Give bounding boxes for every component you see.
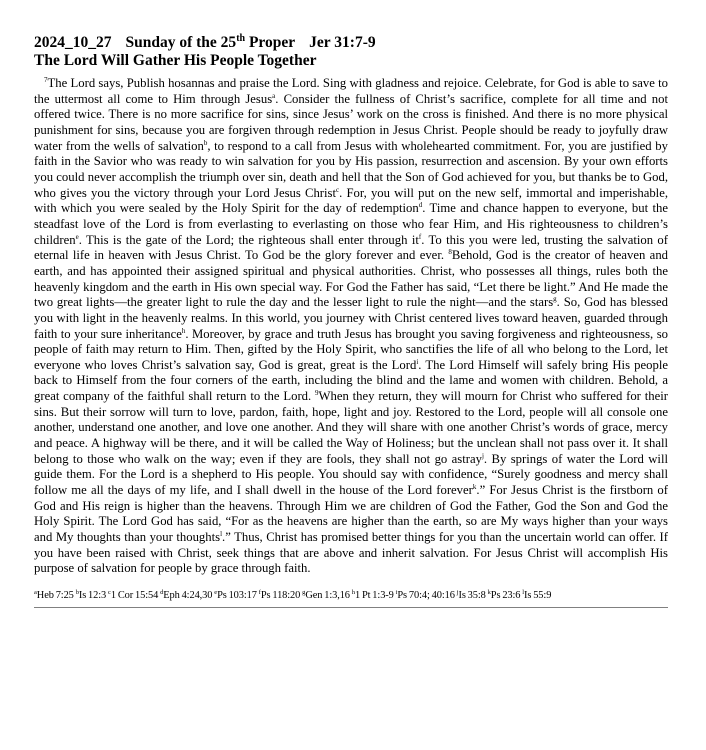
footnote-item: $^j$Is 35:8	[456, 589, 486, 601]
footnote-item: $^c$1 Cor 15:54	[108, 589, 159, 601]
footnote-item: $^g$Gen 1:3,16	[302, 589, 350, 601]
page	[34, 34, 668, 608]
footnote-marker: i	[416, 357, 419, 366]
sermon-body: $^7$The Lord says, Publish hosannas and praise the Lord. Sing with gladness and rejoice. Celebrate, for God is able to save to the uttermost all come to Him through Jesus$^a$. Consider the fullness of Christ’s sacrifice, complete for all time and not offered twice. There is no more sacrifice for sins, since Jesus’ work on the cross is finished. And there is no more physical punishment for sins, because you are forgiven through redemption in Jesus Christ. People should be ready to joyfully draw water from the wells of salvation$^b$, to respond to a call from Jesus with wholehearted commitment. For, you are justified by faith in the Savior who was ready to win salvation for you by His passion, resurrection and ascension. By your own efforts you could never accomplish the triumph over sin, death and hell that the Son of God achieved for you, but thanks be to God, who gives you the victory through your Lord Jesus Christ$^c$. For, you will put on the new self, immortal and imperishable, with which you were sealed by the Holy Spirit for the day of redemption$^d$. Time and chance happen to everyone, but the steadfast love of the Lord is from everlasting to everlasting on those who fear Him, and His righteousness to children’s children$^e$. This is the gate of the Lord; the righteous shall enter through $it^f$. To this you were led, trusting the salvation of eternal life in heaven with Jesus Christ. To God be the glory forever and ever. $^8$Behold, God is the creator of heaven and earth, and has appointed their assigned spiritual and physical authorities. Christ, who possesses all things, rules both the heavenly kingdom and the earth in His own special way. For God the Father has said, “Let there be light.” And He made the two great lights—the greater light to rule the day and the lesser light to rule the night—and the stars$^g$. So, God has blessed you with light in the heavenly realms. In this world, you journey with Christ centered lives toward heaven, guarded through faith to your sure inheritance$^h$. Moreover, by grace and truth Jesus has brought you saving forgiveness and righteousness, so people of faith may return to Him. Then, gifted by the Holy Spirit, who sanctifies the life of all who belong to the Lord, let everyone who loves Christ’s salvation say, God is great, great is the Lord$^i$. The Lord Himself will safely bring His people back to Himself from the four corners of the earth, including the blind and the lame and women with children. Behold, a great company of the faithful shall return to the Lord. $^9$When they return, they will mourn for Christ who suffered for their sins. But their sorrow will turn to love, pardon, faith, hope, light and joy. Restored to the Lord, people will all console one another, understand one another, and love one another. And they will share with one another Christ’s words of grace, mercy and peace. A highway will be there, and it will be called the Way of Holiness; but the unclean shall not pass over it. It shall belong to those who walk on the way; even if they are fools, they shall not go astray$^j$. By springs of water the Lord will guide them. For the Lord is a shepherd to His people. You should say with confidence, “Surely goodness and mercy shall follow me all the days of my life, and I shall dwell in the house of the Lord forever$^k$.” For Jesus Christ is the firstborn of God and His reign is higher than the heavens. Through Him we are children of God the Father, God the Son and God the Holy Spirit. The Lord God has said, “For as the heavens are higher than the earth, so are My ways higher than your ways and My thoughts than your thoughts$^l$.” Thus, Christ has promised better things for you than the uncertain world can offer. If you have been raised with Christ, seek things that are above and inherit salvation. For Jesus Christ will accomplish His purpose of salvation for people by grace through faith.	[34, 76, 669, 576]
footnote-marker: c	[336, 185, 340, 194]
verse-number: 9	[315, 389, 319, 398]
header-date: 2024_10_27	[34, 34, 112, 51]
footnote-item: $^h$1 Pt 1:3-9	[351, 589, 394, 601]
footnote-marker: e	[75, 232, 79, 241]
footnote-marker: j	[481, 451, 484, 460]
footnote-item: $^e$Ps 103:17	[214, 589, 257, 601]
heading-line	[34, 34, 668, 52]
footnote-marker: k	[472, 483, 477, 492]
footnote-item: $^k$Ps 23:6	[487, 589, 521, 601]
footnote-item: $^f$Ps 118:20	[258, 589, 301, 601]
footnote-item: $^b$Is 12:3	[75, 589, 107, 601]
footnote-marker: g	[553, 295, 557, 304]
footnote-marker: d	[418, 201, 423, 210]
footnote-marker: a	[272, 91, 276, 100]
verse-number: 8	[448, 248, 452, 257]
header-reading: Jer 31:7-9	[309, 34, 376, 51]
footnote-list	[34, 590, 668, 602]
footnote-item: $^d$Eph 4:24,30	[160, 589, 213, 601]
footnote-marker: l	[220, 530, 223, 539]
footnote-marker: b	[203, 138, 208, 147]
page-title: The Lord Will Gather His People Together	[34, 52, 317, 69]
footnote-rule	[34, 607, 668, 608]
footnote-item: $^a$Heb 7:25	[34, 589, 74, 601]
header-day: Sunday of the 25th Proper	[125, 32, 296, 51]
footnote-item: $^l$Is 55:9	[522, 589, 552, 601]
verse-number: 7	[44, 76, 48, 84]
footnote-marker: f	[418, 232, 422, 241]
footnote-marker: h	[181, 326, 186, 335]
footnote-item: $^i$Ps 70:4; 40:16	[395, 589, 455, 601]
